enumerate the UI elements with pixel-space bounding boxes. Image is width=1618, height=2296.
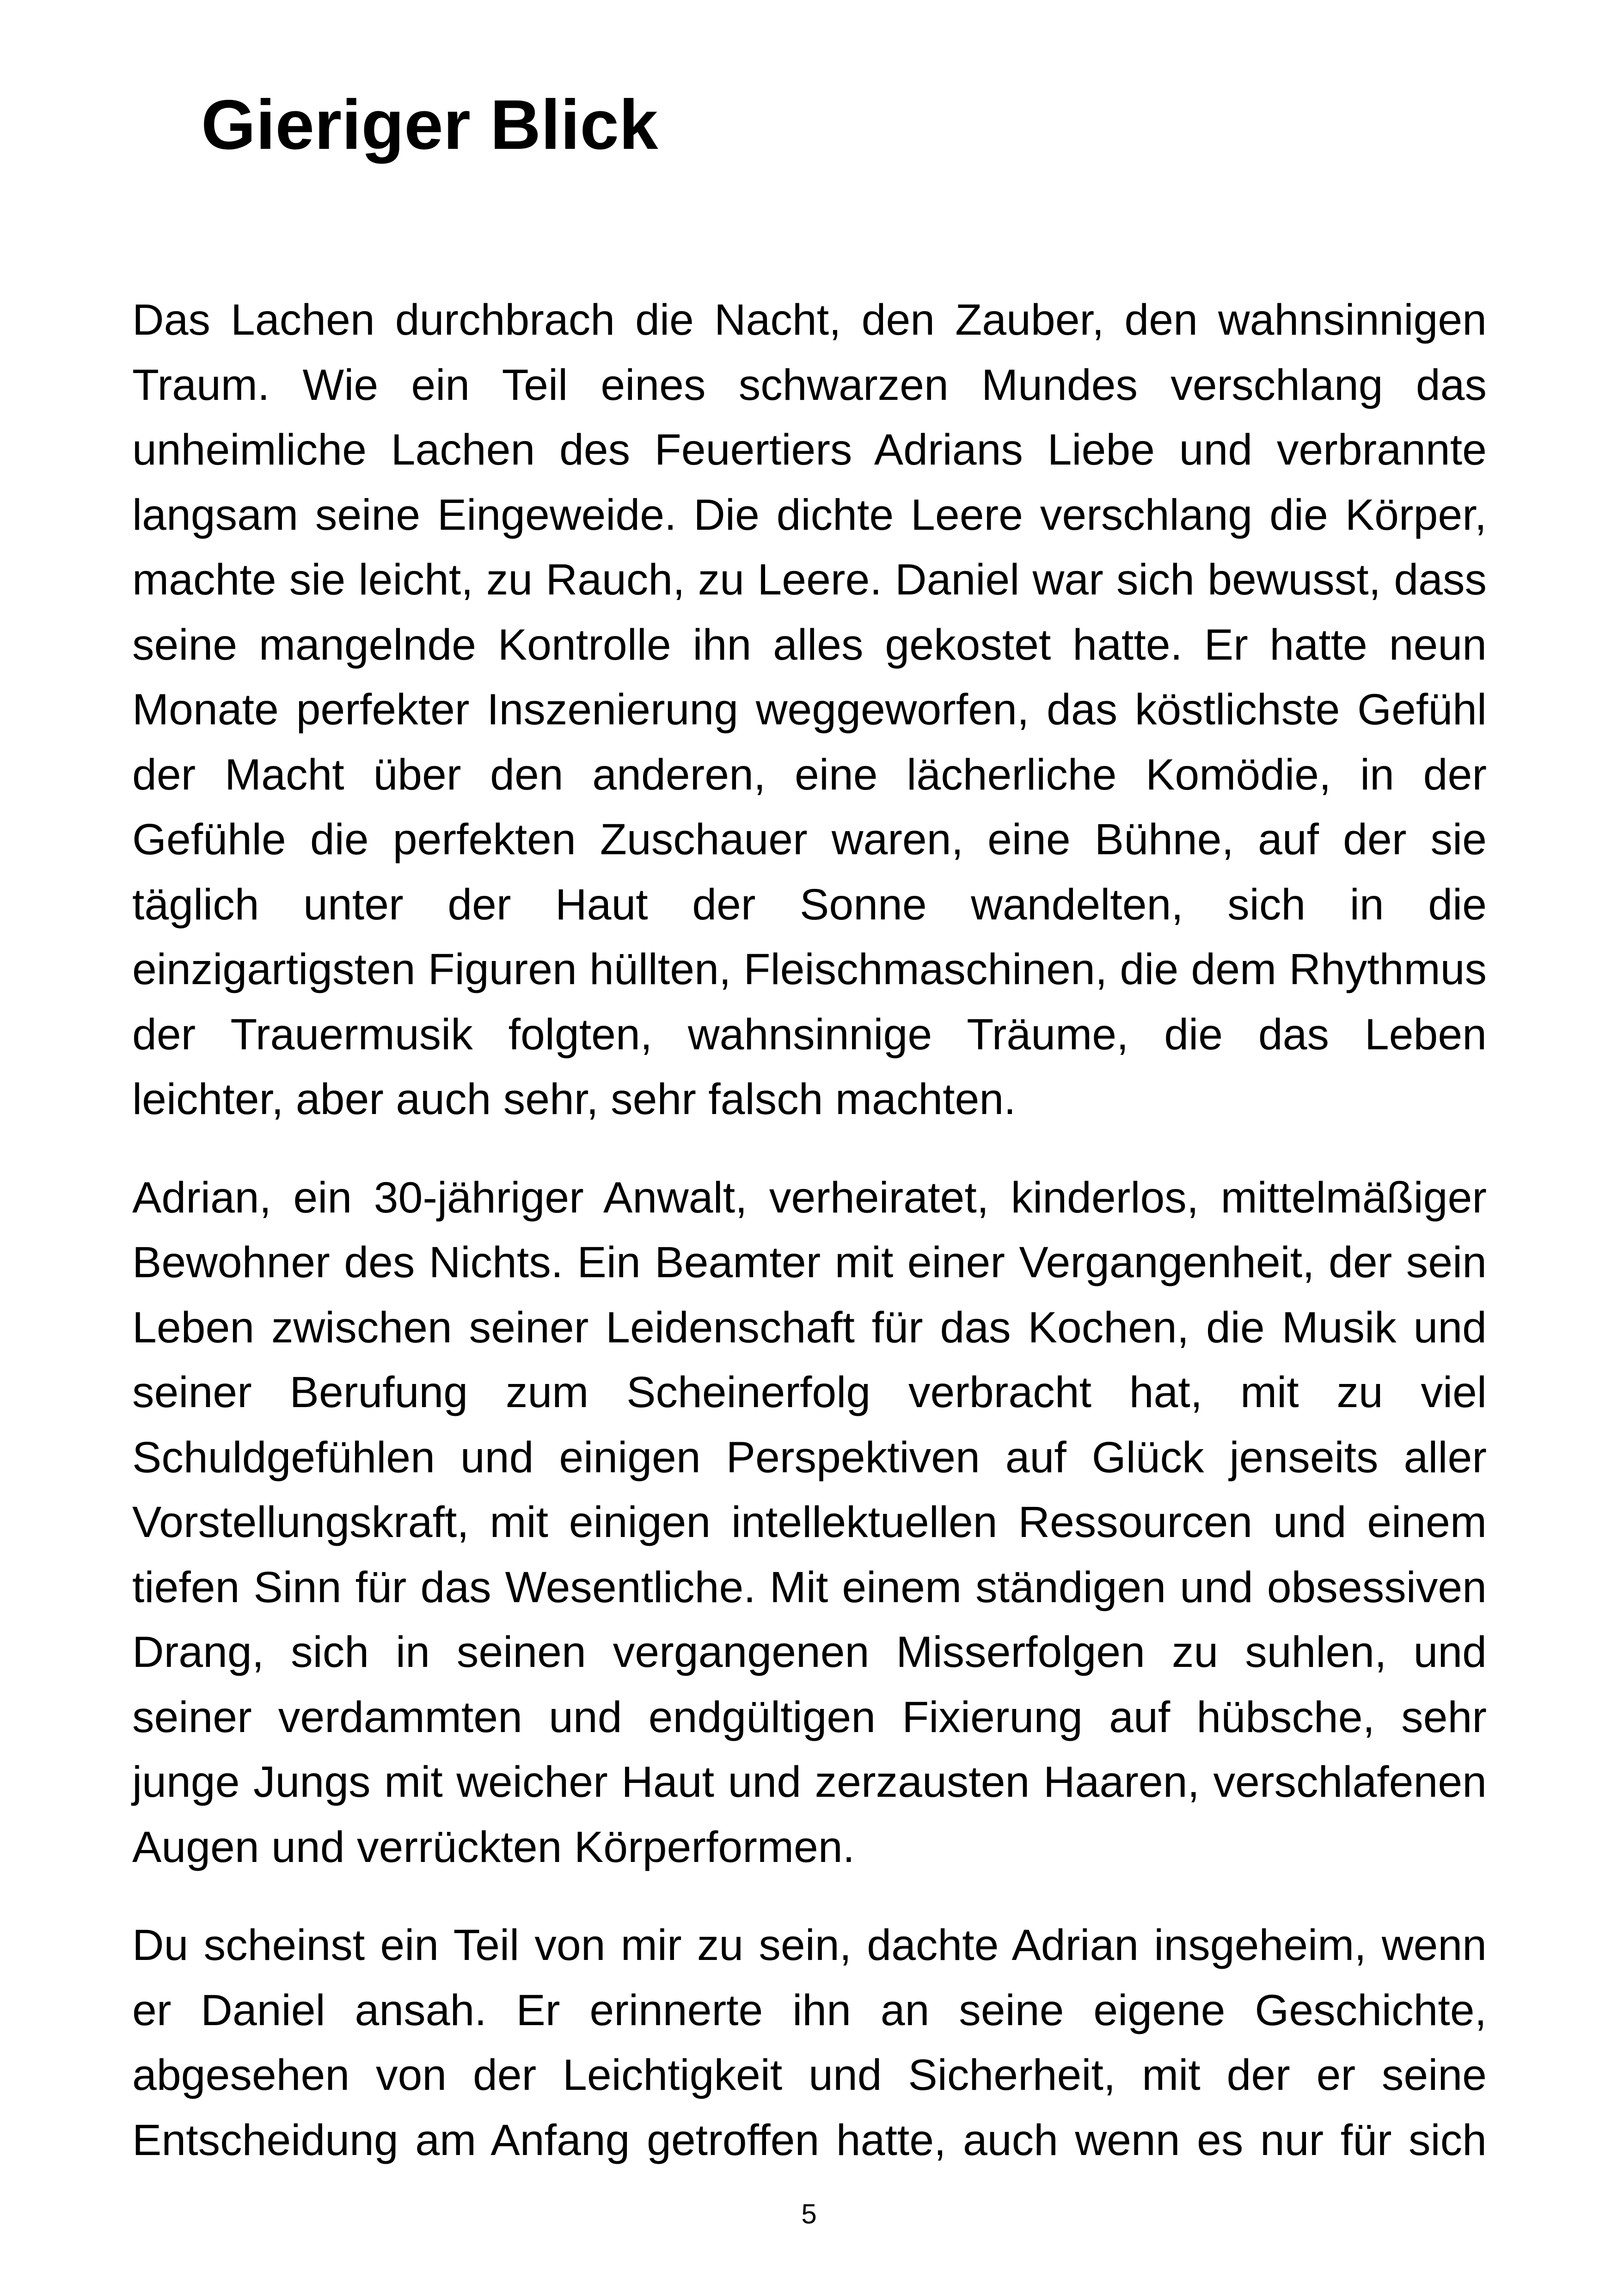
chapter-title: Gieriger Blick (201, 86, 658, 164)
page-number: 5 (801, 2198, 817, 2229)
body-text (132, 288, 1487, 2173)
paragraph-1: Das Lachen durchbrach die Nacht, den Zauber, den wahnsinnigen Traum. Wie ein Teil eines schwarzen Mundes verschlang das unheimliche Lachen des Feuertiers Adrians Liebe und verbrannte langsam seine Eingeweide. Die dichte Leere verschlang die Körper, machte sie leicht, zu Rauch, zu Leere. Daniel war sich bewusst, dass seine mangelnde Kontrolle ihn alles gekostet hatte. Er hatte neun Monate perfekter Inszenierung weggeworfen, das köstlichste Gefühl der Macht über den anderen, eine lächerliche Komödie, in der Gefühle die perfekten Zuschauer waren, eine Bühne, auf der sie täglich unter der Haut der Sonne wandelten, sich in die einzigartigsten Figuren hüllten, Fleischmaschinen, die dem Rhythmus der Trauermusik folgten, wahnsinnige Träume, die das Leben leichter, aber auch sehr, sehr falsch machten. (132, 295, 1487, 1124)
paragraph-3: Du scheinst ein Teil von mir zu sein, dachte Adrian insgeheim, wenn er Daniel ansah. Er erinnerte ihn an seine eigene Geschichte, abgesehen von der Leichtigkeit und Sicherheit, mit der er seine Entscheidung am Anfang getroffen hatte, auch wenn es nur für sich (132, 1921, 1487, 2165)
paragraph-2: Adrian, ein 30-jähriger Anwalt, verheiratet, kinderlos, mittelmäßiger Bewohner des Nichts. Ein Beamter mit einer Vergangenheit, der sein Leben zwischen seiner Leidenschaft für das Kochen, die Musik und seiner Berufung zum Scheinerfolg verbracht hat, mit zu viel Schuldgefühlen und einigen Perspektiven auf Glück jenseits aller Vorstellungskraft, mit einigen intellektuellen Ressourcen und einem tiefen Sinn für das Wesentliche. Mit einem ständigen und obsessiven Drang, sich in seinen vergangenen Misserfolgen zu suhlen, und seiner verdammten und endgültigen Fixierung auf hübsche, sehr junge Jungs mit weicher Haut und zerzausten Haaren, verschlafenen Augen und verrückten Körperformen. (132, 1173, 1487, 1872)
